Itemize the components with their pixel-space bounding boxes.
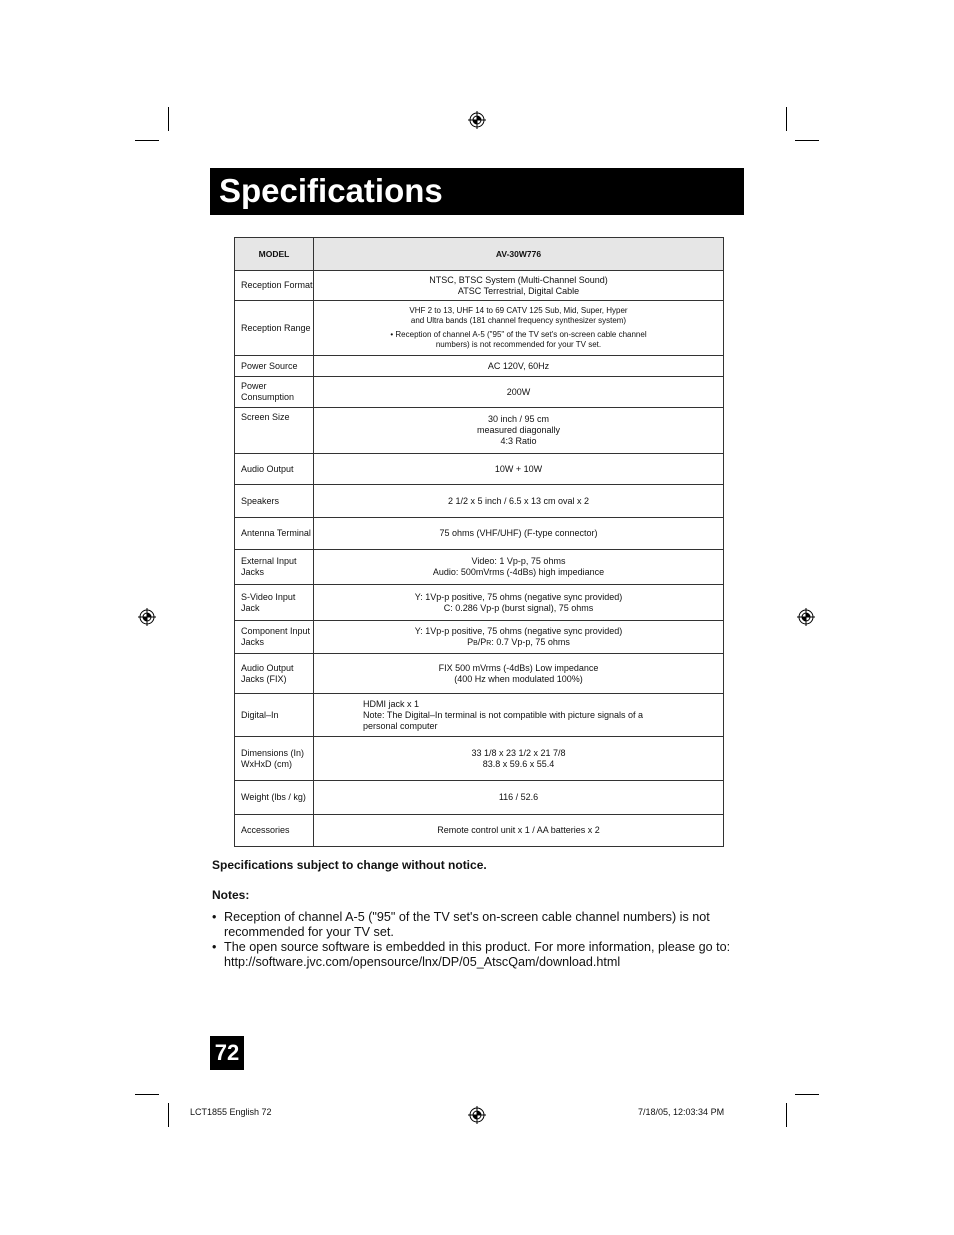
specifications-table (234, 237, 724, 847)
row-label: Antenna Terminal (235, 518, 314, 550)
footer-left: LCT1855 English 72 (190, 1107, 272, 1117)
row-value: 30 inch / 95 cm measured diagonally 4:3 Ratio (314, 408, 724, 454)
crop-mark (795, 1094, 819, 1095)
row-label: Speakers (235, 485, 314, 518)
crop-mark (795, 140, 819, 141)
column-header-model: MODEL (235, 238, 314, 271)
row-value: Y: 1Vp-p positive, 75 ohms (negative sync provided) C: 0.286 Vp-p (burst signal), 75 ohms (314, 585, 724, 621)
table-row (235, 621, 724, 654)
registration-mark-icon (797, 608, 815, 626)
notes-heading: Notes: (212, 888, 250, 902)
row-value: AC 120V, 60Hz (314, 356, 724, 377)
table-header-row (235, 238, 724, 271)
page-number: 72 (210, 1036, 244, 1070)
row-label: Component Input Jacks (235, 621, 314, 654)
row-value: 10W + 10W (314, 454, 724, 485)
row-value: Video: 1 Vp-p, 75 ohms Audio: 500mVrms (-4dBs) high impediance (314, 550, 724, 585)
registration-mark-icon (468, 111, 486, 129)
list-item: • The open source software is embedded in this product. For more information, please go to: http://software.jvc.com/opensource/lnx/DP/05_AtscQam/download.html (212, 940, 752, 970)
row-value: 33 1/8 x 23 1/2 x 21 7/8 83.8 x 59.6 x 55.4 (314, 737, 724, 781)
row-value: FIX 500 mVrms (-4dBs) Low impedance (400 Hz when modulated 100%) (314, 654, 724, 694)
row-label: Dimensions (In) WxHxD (cm) (235, 737, 314, 781)
row-value: VHF 2 to 13, UHF 14 to 69 CATV 125 Sub, Mid, Super, Hyper and Ultra bands (181 channel frequency synthesizer system) • Reception of channel A-5 ("95" of the TV set's on-screen cable channel numbers) is not recommended for your TV set. (314, 301, 724, 356)
row-label: Reception Range (235, 301, 314, 356)
table-row (235, 356, 724, 377)
column-header-model-number: AV-30W776 (314, 238, 724, 271)
title-bar (210, 168, 744, 215)
row-note: • Reception of channel A-5 ("95" of the TV set's on-screen cable channel numbers) is not recommended for your TV set. (390, 330, 647, 349)
row-value: HDMI jack x 1 Note: The Digital–In terminal is not compatible with picture signals of a personal computer (314, 694, 724, 737)
row-label: Weight (lbs / kg) (235, 781, 314, 815)
table-row (235, 408, 724, 454)
row-value: Remote control unit x 1 / AA batteries x 2 (314, 815, 724, 847)
table-row (235, 271, 724, 301)
crop-mark (168, 107, 169, 131)
row-value: NTSC, BTSC System (Multi-Channel Sound) ATSC Terrestrial, Digital Cable (314, 271, 724, 301)
row-label: Audio Output Jacks (FIX) (235, 654, 314, 694)
row-value: 2 1/2 x 5 inch / 6.5 x 13 cm oval x 2 (314, 485, 724, 518)
row-label: Accessories (235, 815, 314, 847)
table-row (235, 815, 724, 847)
row-value: 116 / 52.6 (314, 781, 724, 815)
change-notice: Specifications subject to change without notice. (212, 858, 487, 872)
table-row (235, 301, 724, 356)
row-label: External Input Jacks (235, 550, 314, 585)
crop-mark (168, 1103, 169, 1127)
crop-mark (786, 1103, 787, 1127)
row-label: Screen Size (235, 408, 314, 454)
page-title: Specifications (219, 172, 443, 209)
row-label: Digital–In (235, 694, 314, 737)
row-label: Power Consumption (235, 377, 314, 408)
table-row (235, 518, 724, 550)
row-value: 75 ohms (VHF/UHF) (F-type connector) (314, 518, 724, 550)
row-value: 200W (314, 377, 724, 408)
row-label: Audio Output (235, 454, 314, 485)
notes-list (212, 910, 752, 970)
table-row (235, 550, 724, 585)
row-label: S-Video Input Jack (235, 585, 314, 621)
registration-mark-icon (138, 608, 156, 626)
crop-mark (135, 1094, 159, 1095)
table-row (235, 654, 724, 694)
crop-mark (135, 140, 159, 141)
row-value: Y: 1Vp-p positive, 75 ohms (negative sync provided) PB/PR: 0.7 Vp-p, 75 ohms (314, 621, 724, 654)
table-row (235, 694, 724, 737)
row-label: Reception Format (235, 271, 314, 301)
list-item: • Reception of channel A-5 ("95" of the TV set's on-screen cable channel numbers) is not recommended for your TV set. (212, 910, 752, 940)
footer-right: 7/18/05, 12:03:34 PM (638, 1107, 725, 1117)
registration-mark-icon (468, 1106, 486, 1124)
crop-mark (786, 107, 787, 131)
table-row (235, 737, 724, 781)
table-row (235, 377, 724, 408)
table-row (235, 454, 724, 485)
table-row (235, 485, 724, 518)
table-row (235, 781, 724, 815)
table-row (235, 585, 724, 621)
row-label: Power Source (235, 356, 314, 377)
